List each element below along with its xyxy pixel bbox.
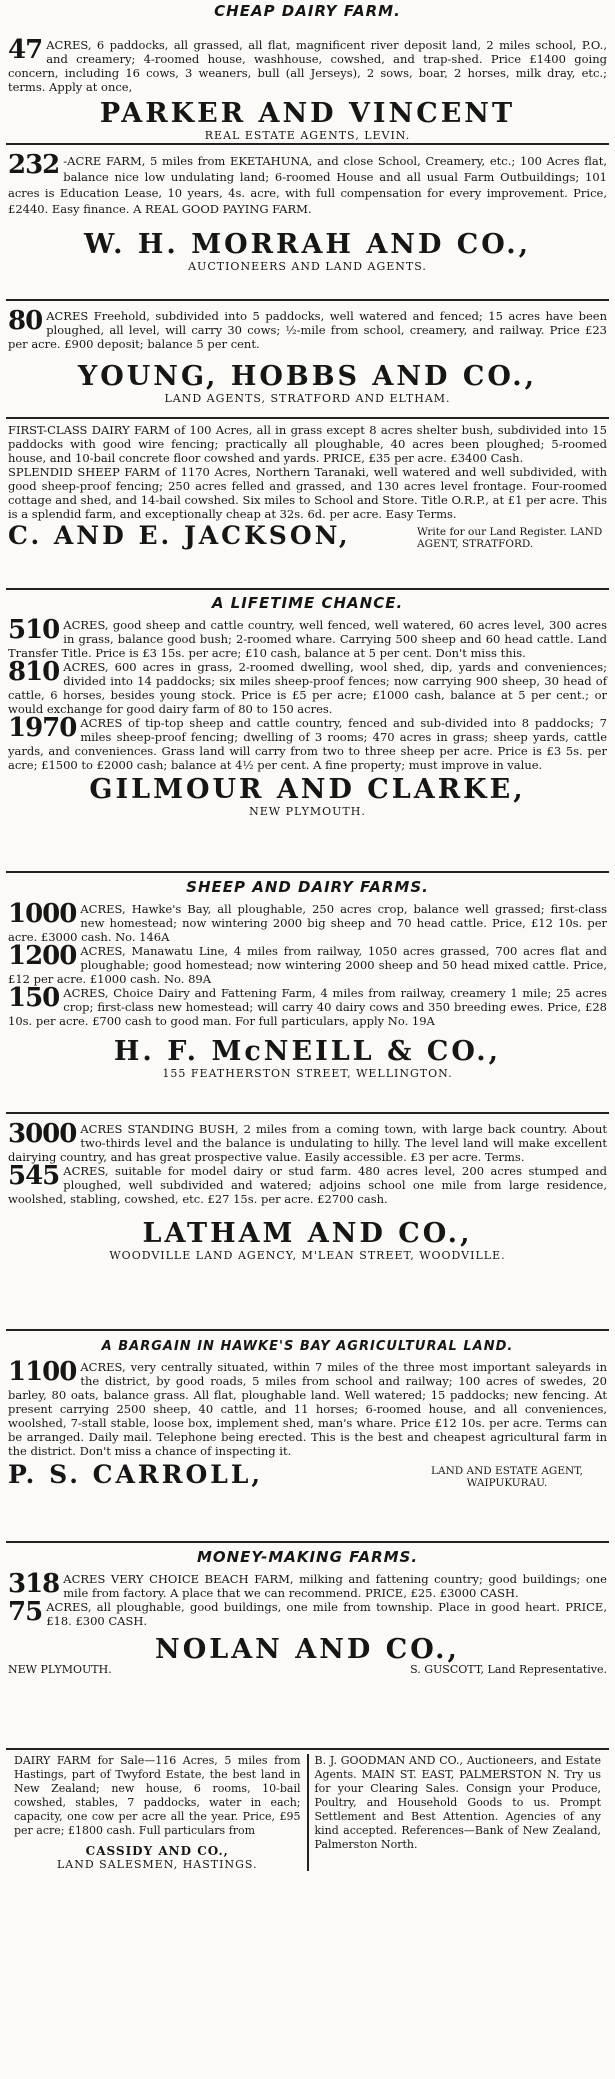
firm-name: NOLAN AND CO., (155, 1634, 460, 1665)
ad-item-text: ACRES, suitable for model dairy or stud farm. 480 acres level, 200 acres stumped and ploughed, well subdivided and watered; adjoins school one mile from large residence, woolshed, stabling, cowshed, etc. £27 15s. per acre. £2700 cash. (8, 1164, 607, 1206)
divider (6, 1541, 609, 1543)
divider (6, 871, 609, 873)
acreage-figure: 232 (8, 150, 60, 180)
firm-subtitle: REAL ESTATE AGENTS, LEVIN. (204, 129, 411, 142)
acreage-figure: 318 (8, 1569, 60, 1599)
ad-heading: CHEAP DAIRY FARM. (214, 2, 401, 20)
ad-heading: A BARGAIN IN HAWKE'S BAY AGRICULTURAL LAND. (101, 1339, 514, 1354)
acreage-figure: 47 (8, 35, 43, 65)
firm-subtitle: LAND AGENTS, STRATFORD AND ELTHAM. (164, 392, 451, 405)
acreage-figure: 75 (8, 1597, 43, 1627)
ad-hawkes-bay-bargain (8, 1339, 607, 1489)
firm-name: CASSIDY AND CO., (85, 1844, 229, 1858)
firm-name: GILMOUR AND CLARKE, (89, 774, 526, 805)
firm-name: YOUNG, HOBBS AND CO., (77, 361, 538, 392)
ad-jackson-farms (8, 423, 607, 550)
ad-two-column-block (8, 1754, 607, 1871)
firm-name: LATHAM AND CO., (142, 1218, 473, 1249)
acreage-figure: 1100 (8, 1357, 77, 1387)
ad-80-acres-freehold (8, 306, 607, 405)
ad-item-text: ACRES, Manawatu Line, 4 miles from railway, 1050 acres grassed, 700 acres flat and ploughable; good homestead; now wintering 2000 sheep and 50 head mixed cattle. Price, £12 per acre. £1000 cash. No. 89A (8, 944, 607, 986)
firm-side-note: LAND AND ESTATE AGENT, WAIPUKURAU. (431, 1465, 583, 1489)
firm-name: P. S. CARROLL, (8, 1460, 264, 1489)
ad-cassidy-dairy-farm (8, 1754, 307, 1871)
firm-subtitle: AUCTIONEERS AND LAND AGENTS. (188, 260, 427, 273)
firm-subtitle: WOODVILLE LAND AGENCY, M'LEAN STREET, WOODVILLE. (109, 1249, 506, 1262)
ad-item-text: ACRES VERY CHOICE BEACH FARM, milking and fattening country; good buildings; one mile from factory. A place that we can recommend. PRICE, £25. £3000 CASH. (63, 1572, 607, 1600)
divider (6, 588, 609, 590)
ad-text: DAIRY FARM for Sale—116 Acres, 5 miles from Hastings, part of Twyford Estate, the best land in New Zealand; new house, 6 rooms, 10-bail cowshed, stables, 7 paddocks, water in each; capacity, one cow per acre all the year. Price, £95 per acre; £1800 cash. Full particulars from (14, 1754, 301, 1837)
ad-item-text: ACRES, good sheep and cattle country, well fenced, well watered, 60 acres level, 300 acres in grass, balance good bush; 2-roomed whare. Carrying 500 sheep and 60 head cattle. Land Transfer Title. Price is £3 15s. per acre; £10 cash, balance at 5 per cent. Don't miss this. (8, 618, 607, 660)
ad-heading: A LIFETIME CHANCE. (211, 594, 404, 612)
firm-representative: S. GUSCOTT, Land Representative. (410, 1663, 607, 1676)
ad-item-text: ACRES, all ploughable, good buildings, one mile from township. Place in good heart. PRICE, £18. £300 CASH. (46, 1600, 607, 1628)
ad-goodman-auctioneers (307, 1754, 608, 1871)
ad-heading: SHEEP AND DAIRY FARMS. (186, 878, 429, 896)
ad-latham-bush-land (8, 1119, 607, 1262)
ad-eketahuna-farm (8, 150, 607, 273)
acreage-figure: 1200 (8, 941, 77, 971)
divider (6, 299, 609, 301)
ad-text-sheep-farm: SPLENDID SHEEP FARM of 1170 Acres, Northern Taranaki, well watered and well subdivided, with good sheep-proof fencing; 250 acres felled and grassed, and 130 acres level frontage. Four-roomed cottage and shed, and 14-bail cowshed. Six miles to School and Store. Title O.R.P., at £1 per acre. This is a splendid farm, and exceptionally cheap at 32s. 6d. per acre. Easy Terms. (8, 465, 607, 521)
divider (6, 1112, 609, 1114)
acreage-figure: 1970 (8, 713, 77, 743)
acreage-figure: 545 (8, 1161, 60, 1191)
acreage-figure: 1000 (8, 899, 77, 929)
ad-item-text: ACRES, Choice Dairy and Fattening Farm, 4 miles from railway, creamery 1 mile; 25 acres crop; first-class new homestead; will carry 40 dairy cows and 350 breeding ewes. Price, £28 10s. per acre. £700 cash to good man. For full particulars, apply No. 19A (8, 986, 607, 1028)
firm-name: C. AND E. JACKSON, (8, 521, 351, 550)
firm-side-note: Write for our Land Register. LAND AGENT, STRATFORD. (417, 526, 603, 550)
ad-text: ACRES Freehold, subdivided into 5 paddocks, well watered and fenced; 15 acres have been ploughed, all level, will carry 30 cows; ½-mile from school, creamery, and railway. Price £23 per acre. £900 deposit; balance 5 per cent. (8, 309, 607, 351)
firm-name: W. H. MORRAH AND CO., (83, 229, 532, 260)
ad-item-text: ACRES, Hawke's Bay, all ploughable, 250 acres crop, balance well grassed; first-class new homestead; now wintering 2000 big sheep and 70 head cattle. Price, £12 10s. per acre. £3000 cash. No. 146A (8, 902, 607, 944)
ad-text: ACRES, 6 paddocks, all grassed, all flat, magnificent river deposit land, 2 miles school, P.O., and creamery; 4-roomed house, washhouse, cowshed, and trap-shed. Price £1400 going concern, including 16 cows, 3 weaners, bull (all Jerseys), 2 sows, boar, 2 horses, milk dray, etc.; terms. Apply at once, (8, 38, 607, 94)
ad-text: -ACRE FARM, 5 miles from EKETAHUNA, and close School, Creamery, etc.; 100 Acres flat, balance nice low undulating land; 6-roomed House and all usual Farm Outbuildings; 101 acres is Education Lease, 10 years, 4s. acre, with full compensation for every improvement. Price, £2440. Easy finance. A REAL GOOD PAYING FARM. (8, 154, 607, 216)
ad-item-text: ACRES of tip-top sheep and cattle country, fenced and sub-divided into 8 paddocks; 7 miles sheep-proof fencing; dwelling of 3 rooms; 470 acres in grass; sheep yards, cattle yards, and conveniences. Grass land will carry from two to three sheep per acre. Price is £3 5s. per acre; £1500 to £2000 cash; balance at 4½ per cent. A fine property; must improve in value. (8, 716, 607, 772)
ad-cheap-dairy-farm (8, 2, 607, 142)
firm-name: H. F. McNEILL & CO., (113, 1036, 502, 1067)
firm-subtitle: 155 FEATHERSTON STREET, WELLINGTON. (162, 1067, 453, 1080)
ad-heading: MONEY-MAKING FARMS. (196, 1548, 419, 1566)
ad-item-text: ACRES, 600 acres in grass, 2-roomed dwelling, wool shed, dip, yards and conveniences; divided into 14 paddocks; six miles sheep-proof fences; now carrying 900 sheep, 30 head of cattle, 6 horses, besides young stock. Price is £5 per acre; £1000 cash, balance at 5 per cent.; or would exchange for good dairy farm of 80 to 150 acres. (8, 660, 607, 716)
ad-lifetime-chance (8, 594, 607, 818)
firm-name: PARKER AND VINCENT (99, 98, 516, 129)
acreage-figure: 150 (8, 983, 60, 1013)
acreage-figure: 510 (8, 615, 60, 645)
divider (6, 143, 609, 145)
ad-item-text: ACRES STANDING BUSH, 2 miles from a coming town, with large back country. About two-thirds level and the balance is undulating to hilly. The level land will make excellent dairying country, and has great prospective value. Easily accessible. £3 per acre. Terms. (8, 1122, 607, 1164)
acreage-figure: 80 (8, 306, 43, 336)
divider (6, 1329, 609, 1331)
firm-location: NEW PLYMOUTH. (8, 1663, 112, 1676)
acreage-figure: 3000 (8, 1119, 77, 1149)
firm-subtitle: NEW PLYMOUTH. (249, 805, 366, 818)
firm-subtitle: LAND SALESMEN, HASTINGS. (56, 1858, 258, 1871)
ad-text-dairy-farm: FIRST-CLASS DAIRY FARM of 100 Acres, all in grass except 8 acres shelter bush, subdivided into 15 paddocks with good wire fencing; practically all ploughable, 40 acres been ploughed; 5-roomed house, and 10-bail concrete floor cowshed and yards. PRICE, £35 per acre. £3400 Cash. (8, 423, 607, 465)
acreage-figure: 810 (8, 657, 60, 687)
divider (6, 1748, 609, 1750)
ad-text: ACRES, very centrally situated, within 7 miles of the three most important saleyards in the district, by good roads, 5 miles from school and railway; 100 acres of swedes, 20 barley, 80 oats, balance grass. All flat, ploughable land. Well watered; 15 paddocks; new fencing. At present carrying 2500 sheep, 40 cattle, and 11 horses; 6-roomed house, and all conveniences, woolshed, 7-stall stable, loose box, implement shed, man's whare. Price £12 10s. per acre. Terms can be arranged. Daily mail. Telephone being erected. This is the best and cheapest agricultural farm in the district. Don't miss a chance of inspecting it. (8, 1360, 607, 1458)
ad-sheep-and-dairy-farms (8, 878, 607, 1080)
ad-money-making-farms (8, 1548, 607, 1676)
ad-text: B. J. GOODMAN AND CO., Auctioneers, and Estate Agents. MAIN ST. EAST, PALMERSTON N. Try us for your Clearing Sales. Consign your Produce, Poultry, and Household Goods to us. Prompt Settlement and Best Attention. Agencies of any kind accepted. References—Bank of New Zealand, Palmerston North. (314, 1754, 601, 1851)
divider (6, 417, 609, 419)
